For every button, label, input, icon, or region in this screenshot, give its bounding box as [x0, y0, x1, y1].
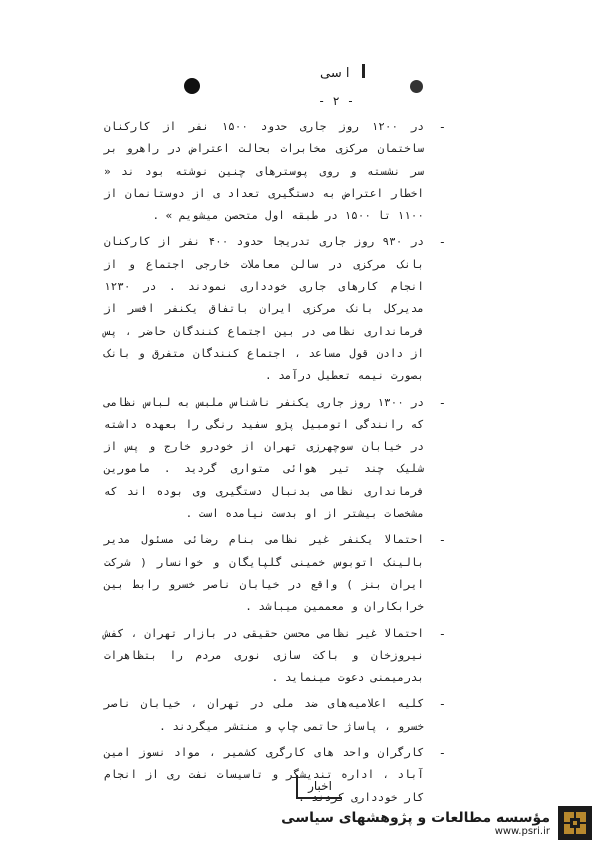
- bullet-marker: -: [438, 235, 446, 250]
- bullet-marker: -: [438, 533, 446, 548]
- paragraph-4: [104, 529, 446, 618]
- paragraph-6: [104, 693, 446, 738]
- watermark-org-name: مؤسسه مطالعات و پژوهشهای سیاسی: [281, 809, 550, 826]
- watermark: [281, 803, 592, 843]
- bullet-marker: -: [438, 746, 446, 761]
- paragraph-1: [104, 116, 446, 227]
- watermark-url: www.psri.ir: [494, 825, 550, 837]
- paragraph-7: [104, 742, 446, 809]
- paragraph-text: در ۱۲۰۰ روز جاری حدود ۱۵۰۰ نفر از کارکنان ساختمان مرکزی مخابرات بحالت اعتراض در راهرو بر سر نشسته و روی پوسترهای چنین نوشته بود ند « اخطار اعتراض به دستگیری تعداد ی از دوستانمان از ۱۱۰۰ تا ۱۵۰۰ در طبقه اول متحصن میشویم » .: [104, 120, 425, 223]
- paragraph-text: در ۹۳۰ روز جاری تدریجا حدود ۴۰۰ نفر از کارکنان بانک مرکزی در سالن معاملات خارجی اجتماع و از انجام کارهای جاری خودداری نمودند . در ۱۲۳۰ مدیرکل بانک مرکزی ایران باتفاق یکنفر افسر از فرمانداری نظامی در بین اجتماع کنندگان حاضر ، پس از دادن قول مساعد ، اجتماع کنندگان متفرق و بانک بصورت نیمه تعطیل درآمد .: [104, 235, 424, 383]
- paragraph-text: کلیه اعلامیه‌های ضد ملی در تهران ، خیابان ناصر خسرو ، پاساژ حاتمی چاپ و منتشر میگردند .: [104, 697, 424, 733]
- bullet-marker: -: [438, 626, 446, 641]
- paragraph-text: کارگران واحد های کارگری کشمیر ، مواد نسوز امین آباد ، اداره تندیشگر و تاسیسات نفت ری از انجام کار خودداری کردند .: [104, 746, 424, 804]
- bullet-marker: -: [438, 120, 446, 134]
- watermark-text: [281, 810, 550, 837]
- institute-logo-icon: [558, 806, 592, 840]
- paragraph-3: [104, 392, 446, 526]
- paragraph-text: احتمالا یکنفر غیر نظامی بنام رضائی مسئول مدیر بالینک اتوبوس خمینی گلپایگان و خوانسار ( شرکت ایران بنز ) واقع در خیابان ناصر خسرو رابط بین خرابکاران و معممین میباشد .: [104, 533, 424, 614]
- paragraph-2: [104, 231, 446, 387]
- header-bar: [362, 64, 365, 78]
- paragraph-text: در ۱۳۰۰ روز جاری یکنفر ناشناس ملبس به لباس نظامی که رانندگی اتومبیل پژو سفید رنگی را بعهده داشته در خیابان سوچهرزی تهران از خودرو خارج و پس از شلیک چند تیر هوائی متواری گردید . مامورین فرمانداری نظامی بدنبال دستگیری وی بوده اند که مشخصات بیشتر از او بدست نیامده است .: [104, 395, 424, 521]
- bullet-marker: -: [438, 697, 446, 712]
- punch-hole-right: [410, 80, 423, 93]
- page-number: - ۲ -: [318, 94, 355, 108]
- bullet-marker: -: [438, 395, 446, 410]
- header-mark: ا سی: [320, 66, 350, 81]
- bottom-stamp: اخبار: [296, 775, 342, 799]
- paragraph-5: [104, 623, 446, 690]
- paragraph-text: احتمالا غیر نظامی محسن حقیقی در بازار تهران ، کفش نیروزخان و باکت سازی نوری مردم را بتظاهرات بدرمیمنی دعوت مینماید .: [104, 626, 424, 685]
- document-body: [104, 116, 446, 813]
- punch-hole-left: [184, 78, 200, 94]
